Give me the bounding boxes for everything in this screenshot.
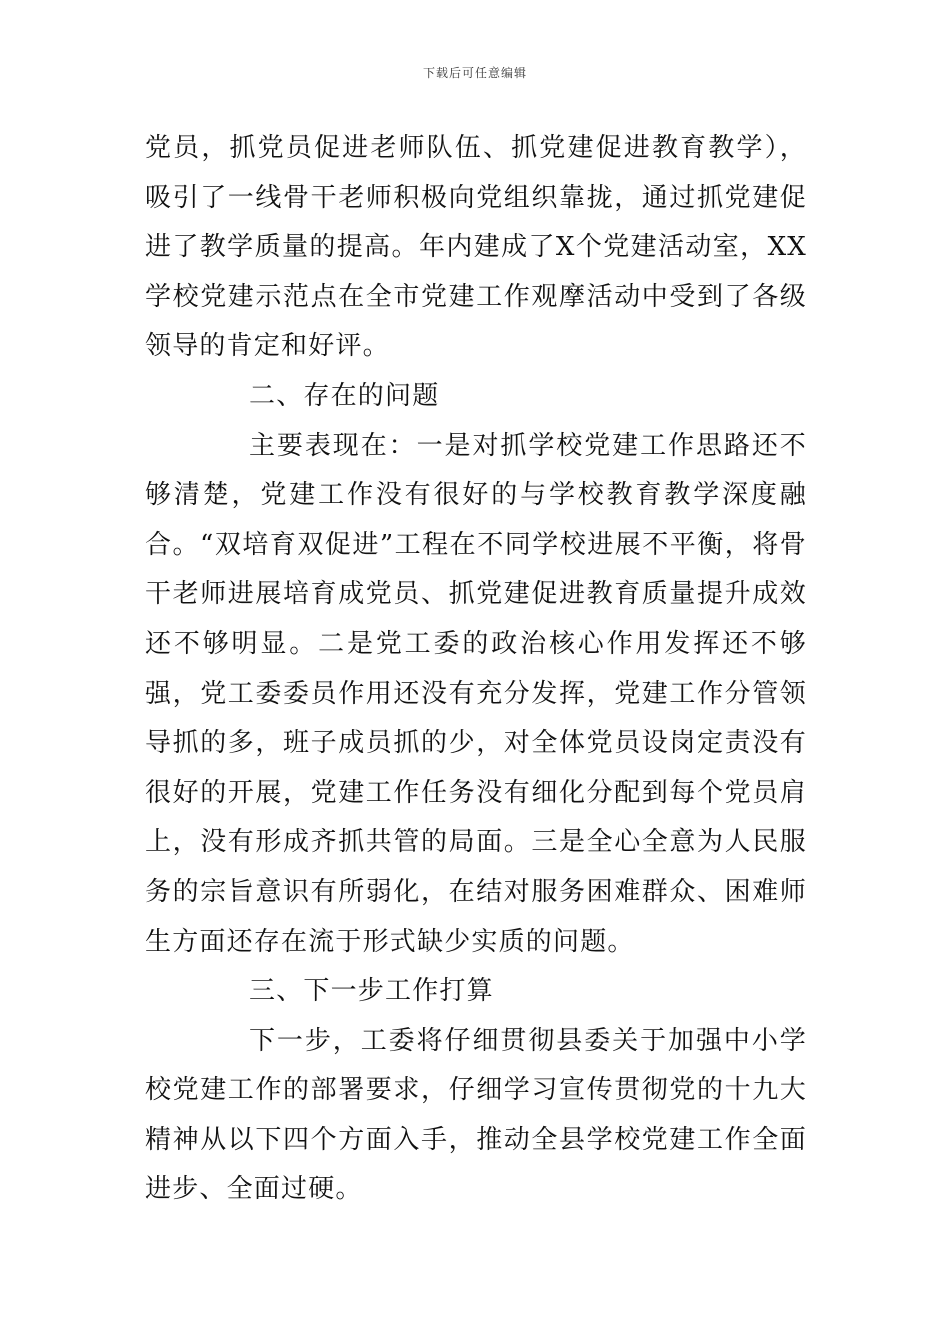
page-header: 下载后可任意编辑: [422, 66, 527, 80]
paragraph-next-steps: 下一步，工委将仔细贯彻县委关于加强中小学校党建工作的部署要求，仔细学习宣传贯彻党的十九大精神从以下四个方面入手，推动全县学校党建工作全面进步、全面过硬。: [145, 1025, 807, 1205]
section-heading-problems: 二、存在的问题: [249, 380, 440, 411]
paragraph-continued: 党员，抓党员促进老师队伍、抓党建促进教育教学），吸引了一线骨干老师积极向党组织靠拢，通过抓党建促进了教学质量的提高。年内建成了X个党建活动室，XX学校党建示范点在全市党建工作观摩活动中受到了各级领导的肯定和好评。: [145, 133, 807, 362]
document-body: [145, 124, 807, 1215]
paragraph-problems: 主要表现在：一是对抓学校党建工作思路还不够清楚，党建工作没有很好的与学校教育教学深度融合。“双培育双促进”工程在不同学校进展不平衡，将骨干老师进展培育成党员、抓党建促进教育质量提升成效还不够明显。二是党工委的政治核心作用发挥还不够强，党工委委员作用还没有充分发挥，党建工作分管领导抓的多，班子成员抓的少，对全体党员设岗定责没有很好的开展，党建工作任务没有细化分配到每个党员肩上，没有形成齐抓共管的局面。三是全心全意为人民服务的宗旨意识有所弱化，在结对服务困难群众、困难师生方面还存在流于形式缺少实质的问题。: [145, 430, 807, 957]
section-heading-next-steps: 三、下一步工作打算: [249, 976, 494, 1007]
